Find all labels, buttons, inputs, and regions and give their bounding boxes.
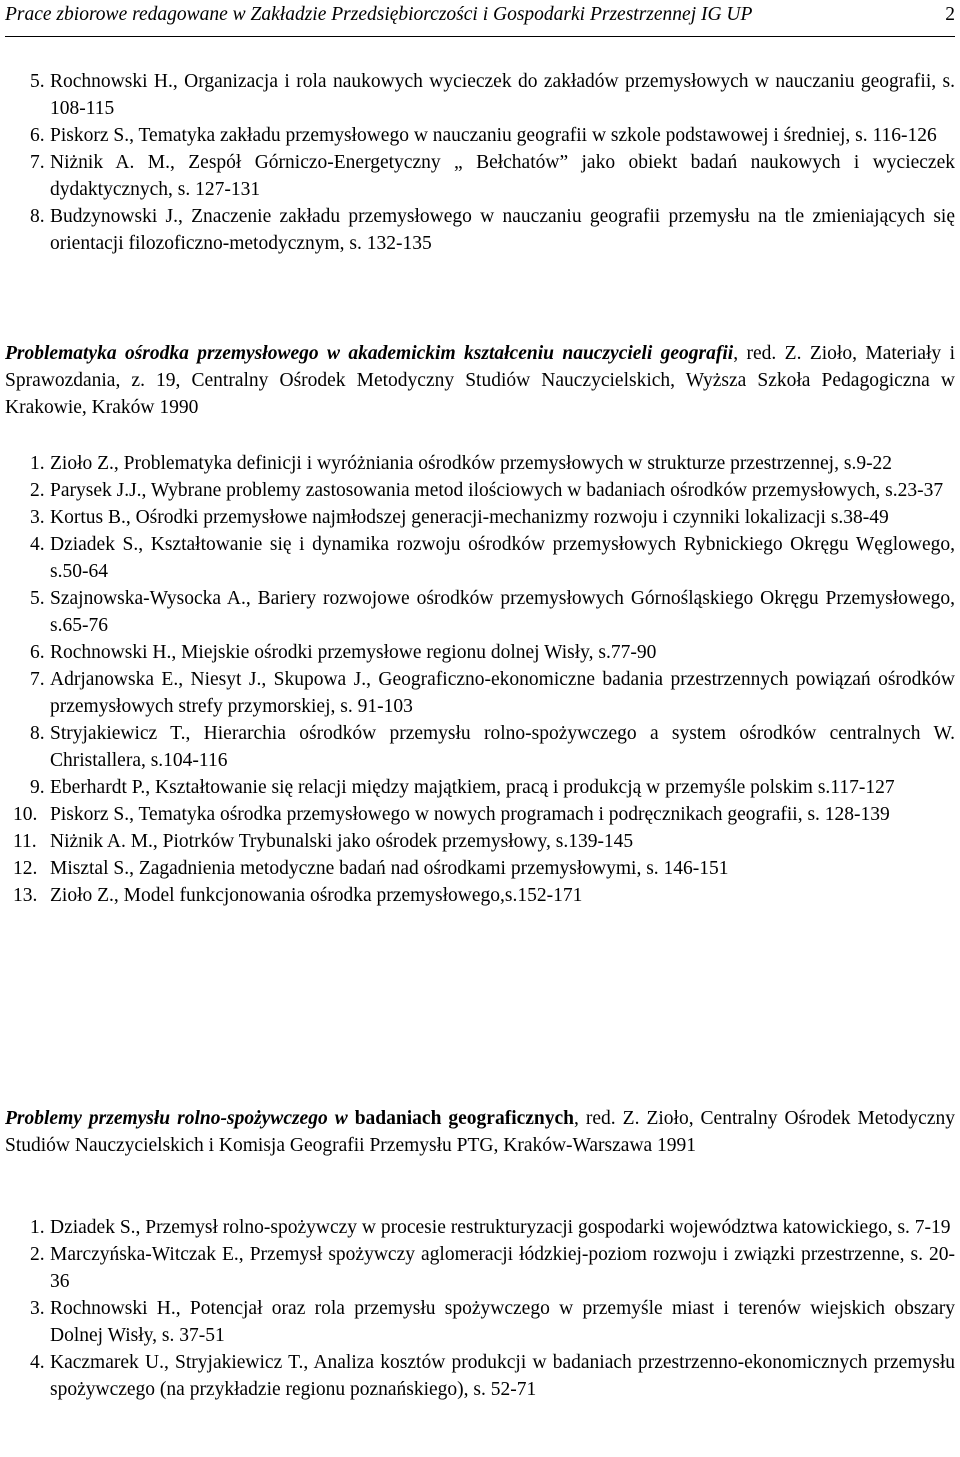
list-item (5, 450, 955, 477)
reference-list-2 (5, 450, 955, 909)
list-item (5, 801, 955, 828)
list-item (5, 639, 955, 666)
item-number: 13. (13, 885, 38, 906)
page-number: 2 (945, 4, 955, 25)
running-header (5, 0, 955, 37)
list-item (5, 828, 955, 855)
item-number: 9. (30, 777, 45, 798)
list-item (5, 720, 955, 774)
reference-list-1 (5, 68, 955, 257)
list-item (5, 1349, 955, 1403)
item-number: 8. (30, 206, 45, 227)
list-item (5, 774, 955, 801)
list-item (5, 1241, 955, 1295)
item-text: Dziadek S., Przemysł rolno-spożywczy w procesie restrukturyzacji gospodarki województwa katowickiego, s. 7-19 (50, 1217, 951, 1238)
item-number: 3. (30, 507, 45, 528)
item-text: Kortus B., Ośrodki przemysłowe najmłodszej generacji-mechanizmy rozwoju i czynniki lokalizacji s.38-49 (50, 507, 889, 528)
item-number: 5. (30, 588, 45, 609)
item-number: 1. (30, 1217, 45, 1238)
item-text: Dziadek S., Kształtowanie się i dynamika rozwoju ośrodków przemysłowych Rybnickiego Okręgu Węglowego, s.50-64 (50, 534, 955, 582)
item-text: Rochnowski H., Potencjał oraz rola przemysłu spożywczego w przemyśle miast i terenów wiejskich obszary Dolnej Wisły, s. 37-51 (50, 1298, 955, 1346)
item-text: Zioło Z., Model funkcjonowania ośrodka przemysłowego,s.152-171 (50, 885, 583, 906)
item-number: 11. (13, 831, 37, 852)
item-number: 12. (13, 858, 38, 879)
volume-details: , red. Z. Zioło, Materiały i Sprawozdania, z. 19, Centralny Ośrodek Metodyczny Studiów Nauczycielskich, Wyższa Szkoła Pedagogiczna w Krakowie, Kraków 1990 (5, 343, 955, 418)
list-item (5, 585, 955, 639)
item-text: Misztal S., Zagadnienia metodyczne badań nad ośrodkami przemysłowymi, s. 146-151 (50, 858, 729, 879)
item-text: Niżnik A. M., Piotrków Trybunalski jako ośrodek przemysłowy, s.139-145 (50, 831, 634, 852)
list-item (5, 203, 955, 257)
volume-citation-2 (5, 1105, 955, 1159)
volume-citation-1 (5, 340, 955, 421)
item-number: 7. (30, 669, 45, 690)
list-item (5, 855, 955, 882)
item-text: Adrjanowska E., Niesyt J., Skupowa J., Geograficzno-ekonomiczne badania przestrzennych powiązań ośrodków przemysłowych strefy przymorskiej, s. 91-103 (50, 669, 955, 717)
item-text: Zioło Z., Problematyka definicji i wyróżniania ośrodków przemysłowych w strukturze przestrzennej, s.9-22 (50, 453, 893, 474)
item-number: 4. (30, 534, 45, 555)
item-text: Parysek J.J., Wybrane problemy zastosowania metod ilościowych w badaniach ośrodków przemysłowych, s.23-37 (50, 480, 944, 501)
item-text: Szajnowska-Wysocka A., Bariery rozwojowe ośrodków przemysłowych Górnośląskiego Okręgu Przemysłowego, s.65-76 (50, 588, 955, 636)
item-number: 10. (13, 804, 38, 825)
item-number: 3. (30, 1298, 45, 1319)
list-item (5, 149, 955, 203)
item-number: 8. (30, 723, 45, 744)
item-text: Piskorz S., Tematyka ośrodka przemysłowego w nowych programach i podręcznikach geografii, s. 128-139 (50, 804, 890, 825)
item-number: 2. (30, 480, 45, 501)
item-text: Budzynowski J., Znaczenie zakładu przemysłowego w nauczaniu geografii przemysłu na tle zmieniających się orientacji filozoficzno-metodycznym, s. 132-135 (50, 206, 955, 254)
volume-title-italic: Problemy przemysłu rolno-spożywczego w (5, 1108, 348, 1129)
volume-title-bold: badaniach geograficznych (347, 1108, 575, 1129)
item-number: 7. (30, 152, 45, 173)
list-item (5, 882, 955, 909)
item-text: Niżnik A. M., Zespół Górniczo-Energetyczny „ Bełchatów” jako obiekt badań naukowych i wycieczek dydaktycznych, s. 127-131 (50, 152, 955, 200)
item-text: Eberhardt P., Kształtowanie się relacji między majątkiem, pracą i produkcją w przemyśle polskim s.117-127 (50, 777, 895, 798)
volume-details: , red. Z. Zioło, Centralny Ośrodek Metodyczny Studiów Nauczycielskich i Komisja Geografii Przemysłu PTG, Kraków-Warszawa 1991 (5, 1108, 955, 1156)
item-text: Kaczmarek U., Stryjakiewicz T., Analiza kosztów produkcji w badaniach przestrzenno-ekonomicznych przemysłu spożywczego (na przykładzie regionu poznańskiego), s. 52-71 (50, 1352, 955, 1400)
list-item (5, 531, 955, 585)
header-title: Prace zbiorowe redagowane w Zakładzie Przedsiębiorczości i Gospodarki Przestrzennej IG UP (5, 4, 753, 25)
volume-title: Problematyka ośrodka przemysłowego w akademickim kształceniu nauczycieli geografii (5, 343, 734, 364)
list-item (5, 666, 955, 720)
item-number: 2. (30, 1244, 45, 1265)
list-item (5, 122, 955, 149)
list-item (5, 504, 955, 531)
list-item (5, 1214, 955, 1241)
item-number: 5. (30, 71, 45, 92)
item-number: 6. (30, 125, 45, 146)
item-number: 6. (30, 642, 45, 663)
item-number: 4. (30, 1352, 45, 1373)
item-number: 1. (30, 453, 45, 474)
reference-list-3 (5, 1214, 955, 1403)
item-text: Piskorz S., Tematyka zakładu przemysłowego w nauczaniu geografii w szkole podstawowej i średniej, s. 116-126 (50, 125, 937, 146)
item-text: Rochnowski H., Organizacja i rola naukowych wycieczek do zakładów przemysłowych w nauczaniu geografii, s. 108-115 (50, 71, 955, 119)
item-text: Marczyńska-Witczak E., Przemysł spożywczy aglomeracji łódzkiej-poziom rozwoju i związki przestrzenne, s. 20-36 (50, 1244, 955, 1292)
list-item (5, 68, 955, 122)
list-item (5, 1295, 955, 1349)
item-text: Stryjakiewicz T., Hierarchia ośrodków przemysłu rolno-spożywczego a system ośrodków centralnych W. Christallera, s.104-116 (50, 723, 955, 771)
item-text: Rochnowski H., Miejskie ośrodki przemysłowe regionu dolnej Wisły, s.77-90 (50, 642, 657, 663)
list-item (5, 477, 955, 504)
